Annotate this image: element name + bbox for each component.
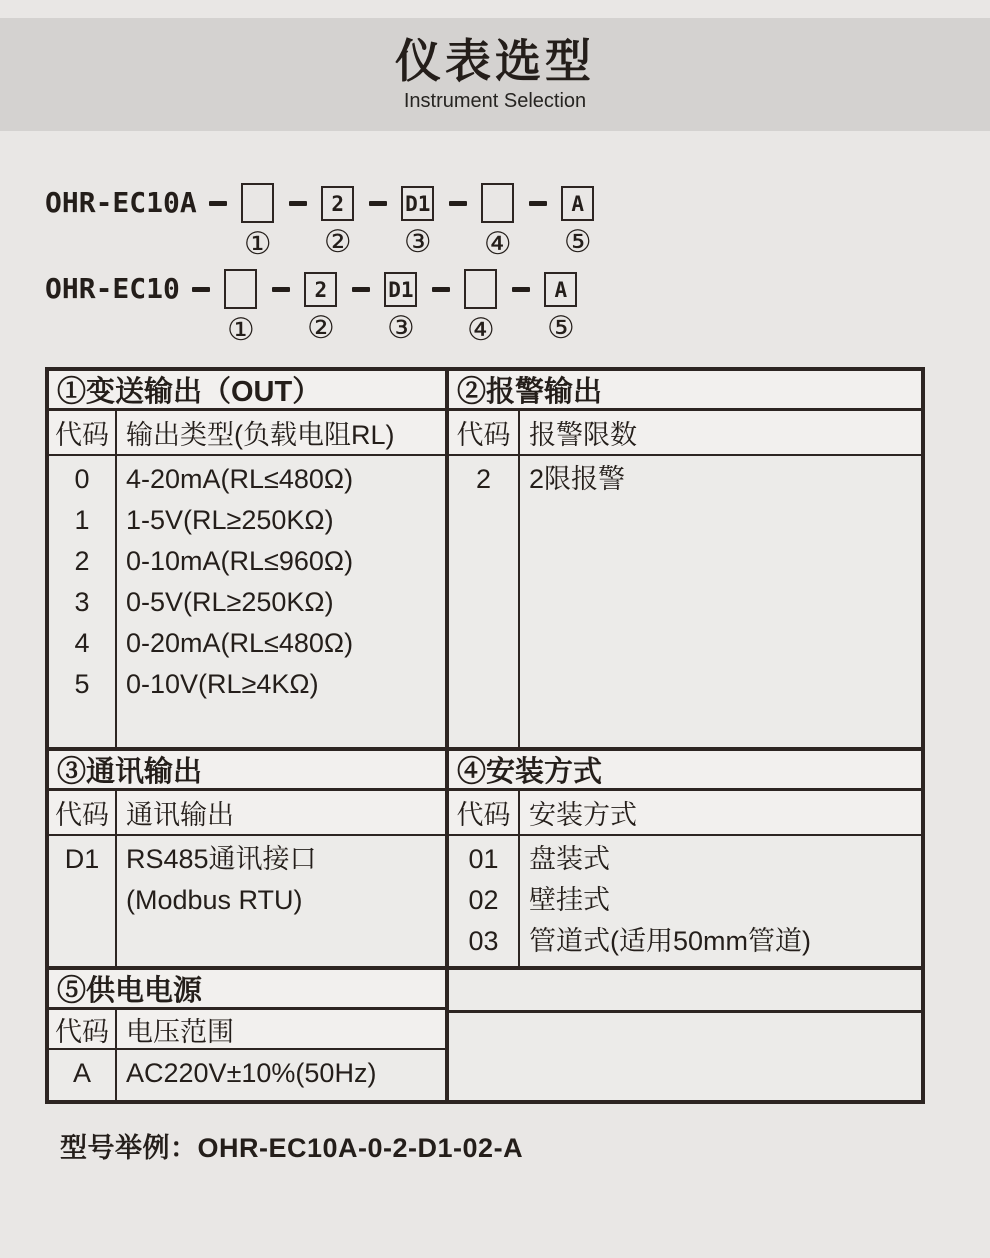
code-cell: 1 <box>74 505 90 535</box>
model-line-ec10a <box>45 183 990 261</box>
table-subhead <box>49 411 445 456</box>
code-cells <box>449 836 520 966</box>
table-body <box>49 456 445 747</box>
model-slot-4 <box>459 269 503 347</box>
dash-separator <box>192 287 210 292</box>
value-cell: 0-10mA(RL≤960Ω) <box>126 546 354 576</box>
table-power-supply <box>49 970 449 1100</box>
dash-separator <box>512 287 530 292</box>
blank-cell <box>449 1013 921 1100</box>
table-transmit-output <box>49 371 449 747</box>
slot-index-badge: ③ <box>386 310 415 346</box>
model-example-value: OHR-EC10A-0-2-D1-02-A <box>197 1133 524 1163</box>
value-column-header: 安装方式 <box>529 800 637 830</box>
code-cells <box>49 1050 117 1100</box>
model-slot-5 <box>556 183 600 259</box>
model-slot-2 <box>316 183 360 259</box>
code-cell: 4 <box>74 628 90 658</box>
slot-index-badge: ② <box>323 224 352 260</box>
value-cell: 0-20mA(RL≤480Ω) <box>126 628 354 658</box>
slot-index-badge: ② <box>306 310 335 346</box>
model-slot-2 <box>299 269 343 345</box>
slot-box <box>464 269 497 309</box>
slot-index-badge: ⑤ <box>546 310 575 346</box>
model-code-diagrams <box>0 183 990 347</box>
value-cells <box>117 456 445 747</box>
table-subhead <box>49 791 445 836</box>
slot-box: D1 <box>384 272 417 307</box>
value-column-header: 通讯输出 <box>126 800 234 830</box>
model-example-label: 型号举例： <box>60 1133 198 1163</box>
code-cell: 3 <box>74 587 90 617</box>
value-cell: 壁挂式 <box>529 885 610 915</box>
blank-cells <box>449 970 921 1100</box>
table-subhead <box>449 411 921 456</box>
value-cell: AC220V±10%(50Hz) <box>126 1058 377 1088</box>
dash-separator <box>432 287 450 292</box>
value-cells <box>117 836 445 966</box>
section-output-alarm <box>49 371 921 747</box>
value-cells <box>520 836 921 966</box>
code-column-header: 代码 <box>49 1010 117 1048</box>
value-cells <box>520 456 921 747</box>
slot-index-badge: ④ <box>483 226 512 262</box>
slot-box <box>224 269 257 309</box>
table-body <box>449 456 921 747</box>
model-slot-1 <box>219 269 263 347</box>
selection-table <box>45 367 925 1104</box>
dash-separator <box>449 201 467 206</box>
slot-index-badge: ⑤ <box>563 224 592 260</box>
dash-separator <box>529 201 547 206</box>
value-cell: 0-5V(RL≥250KΩ) <box>126 587 334 617</box>
code-cell: 2 <box>74 546 90 576</box>
blank-cell <box>449 970 921 1013</box>
table-title: ④安装方式 <box>449 751 921 791</box>
code-cell: A <box>72 1058 91 1088</box>
value-column-header: 报警限数 <box>529 420 637 450</box>
table-body <box>49 836 445 966</box>
slot-box: A <box>561 186 594 221</box>
dash-separator <box>369 201 387 206</box>
model-slot-5 <box>539 269 583 345</box>
slot-box: A <box>544 272 577 307</box>
code-cell: 02 <box>468 885 499 915</box>
value-cell: 盘装式 <box>529 844 610 874</box>
model-slot-1 <box>236 183 280 261</box>
value-cell: 0-10V(RL≥4KΩ) <box>126 669 319 699</box>
code-cell: 2 <box>475 464 492 494</box>
dash-separator <box>289 201 307 206</box>
code-column-header: 代码 <box>449 411 520 454</box>
table-body <box>449 836 921 966</box>
model-slot-4 <box>476 183 520 261</box>
table-title: ①变送输出（OUT） <box>49 371 445 411</box>
slot-box: 2 <box>321 186 354 221</box>
slot-box <box>481 183 514 223</box>
title-banner <box>0 18 990 131</box>
code-cell: 03 <box>468 926 499 956</box>
section-comm-mount <box>49 751 921 966</box>
model-line-ec10 <box>45 269 990 347</box>
value-column-header: 电压范围 <box>126 1016 234 1047</box>
dash-separator <box>209 201 227 206</box>
table-title: ②报警输出 <box>449 371 921 411</box>
value-cell: RS485通讯接口 <box>126 844 317 874</box>
instrument-selection-page <box>0 18 990 1258</box>
page-subtitle: Instrument Selection <box>403 89 587 112</box>
table-title: ③通讯输出 <box>49 751 445 791</box>
code-cells <box>49 456 117 747</box>
code-cells <box>449 456 520 747</box>
slot-box: D1 <box>401 186 434 221</box>
dash-separator <box>352 287 370 292</box>
code-column-header: 代码 <box>449 791 520 834</box>
value-cell: 管道式(适用50mm管道) <box>529 926 811 956</box>
code-cell: D1 <box>64 844 100 874</box>
code-cells <box>49 836 117 966</box>
code-cell: 5 <box>74 669 90 699</box>
table-comm-output <box>49 751 449 966</box>
table-alarm-output <box>449 371 921 747</box>
code-cell: 01 <box>468 844 499 874</box>
slot-box: 2 <box>304 272 337 307</box>
slot-index-badge: ① <box>243 226 272 262</box>
table-body <box>49 1050 445 1100</box>
slot-index-badge: ③ <box>403 224 432 260</box>
table-title: ⑤供电电源 <box>49 970 445 1010</box>
code-cell: 0 <box>74 464 90 494</box>
code-column-header: 代码 <box>49 791 117 834</box>
model-prefix: OHR-EC10A <box>45 186 197 219</box>
page-title: 仪表选型 <box>395 35 595 88</box>
value-cell: (Modbus RTU) <box>126 885 303 915</box>
slot-index-badge: ① <box>226 312 255 348</box>
value-cell: 4-20mA(RL≤480Ω) <box>126 464 354 494</box>
model-prefix: OHR-EC10 <box>45 272 180 305</box>
slot-index-badge: ④ <box>466 312 495 348</box>
model-slot-3 <box>379 269 423 345</box>
model-example-line <box>60 1126 990 1165</box>
dash-separator <box>272 287 290 292</box>
value-cells <box>117 1050 445 1100</box>
code-column-header: 代码 <box>49 411 117 454</box>
table-subhead <box>49 1010 445 1050</box>
section-power <box>49 970 921 1100</box>
value-cell: 1-5V(RL≥250KΩ) <box>126 505 334 535</box>
table-mounting <box>449 751 921 966</box>
slot-box <box>241 183 274 223</box>
table-subhead <box>449 791 921 836</box>
value-column-header: 输出类型(负载电阻RL) <box>126 420 395 450</box>
model-slot-3 <box>396 183 440 259</box>
value-cell: 2限报警 <box>529 464 626 494</box>
